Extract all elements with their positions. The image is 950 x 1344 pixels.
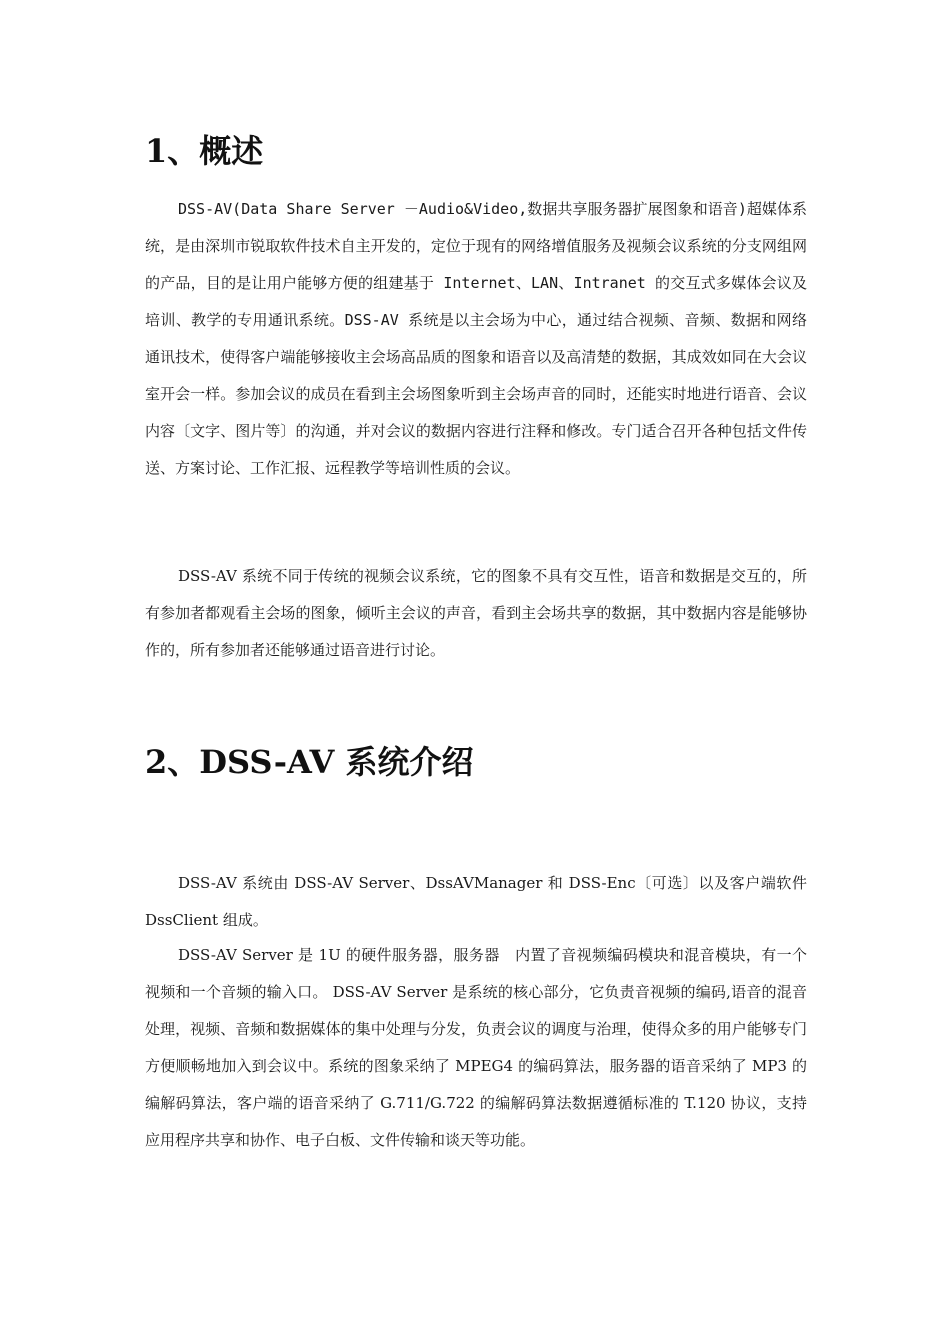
intro-paragraph-1: DSS-AV 系统由 DSS-AV Server、DssAVManager 和 DSS-Enc〔可选〕以及客户端软件 DssClient 组成。 [145,874,807,929]
intro-paragraph-2: DSS-AV Server 是 1U 的硬件服务器，服务器 内置了音视频编码模块和混音模块，有一个视频和一个音频的输入口。 DSS-AV Server 是系统的核心部分，它负责音视频的编码,语音的混音处理，视频、音频和数据媒体的集中处理与分发，负责会议的调度与治理，使得众多的用户能够专门方便顺畅地加入到会议中。系统的图象采纳了 MPEG4 的编码算法，服务器的语音采纳了 MP3 的编解码算法，客户端的语音采纳了 G.711/G.722 的编解码算法数据遵循标准的 T.120 协议，支持应用程序共享和协作、电子白板、文件传输和谈天等功能。 [145,946,807,1149]
overview-paragraph-2: DSS-AV 系统不同于传统的视频会议系统，它的图象不具有交互性，语音和数据是交互的，所有参加者都观看主会场的图象，倾听主会议的声音，看到主会场共享的数据，其中数据内容是能够协作的，所有参加者还能够通过语音进行讨论。 [145,567,807,659]
section-heading-system-intro: 2、DSS-AV 系统介绍 [145,743,474,781]
section-heading-overview: 1、概述 [145,132,264,170]
overview-paragraph-1: DSS-AV(Data Share Server －Audio&Video,数据共享服务器扩展图象和语音)超媒体系统，是由深圳市锐取软件技术自主开发的，定位于现有的网络增值服务及视频会议系统的分支网组网的产品，目的是让用户能够方便的组建基于 Internet、LAN、Intranet 的交互式多媒体会议及培训、教学的专用通讯系统。DSS-AV 系统是以主会场为中心，通过结合视频、音频、数据和网络通讯技术，使得客户端能够接收主会场高品质的图象和语音以及高清楚的数据，其成效如同在大会议室开会一样。参加会议的成员在看到主会场图象听到主会场声音的同时，还能实时地进行语音、会议内容〔文字、图片等〕的沟通，并对会议的数据内容进行注释和修改。专门适合召开各种包括文件传送、方案讨论、工作汇报、远程教学等培训性质的会议。 [145,200,807,477]
